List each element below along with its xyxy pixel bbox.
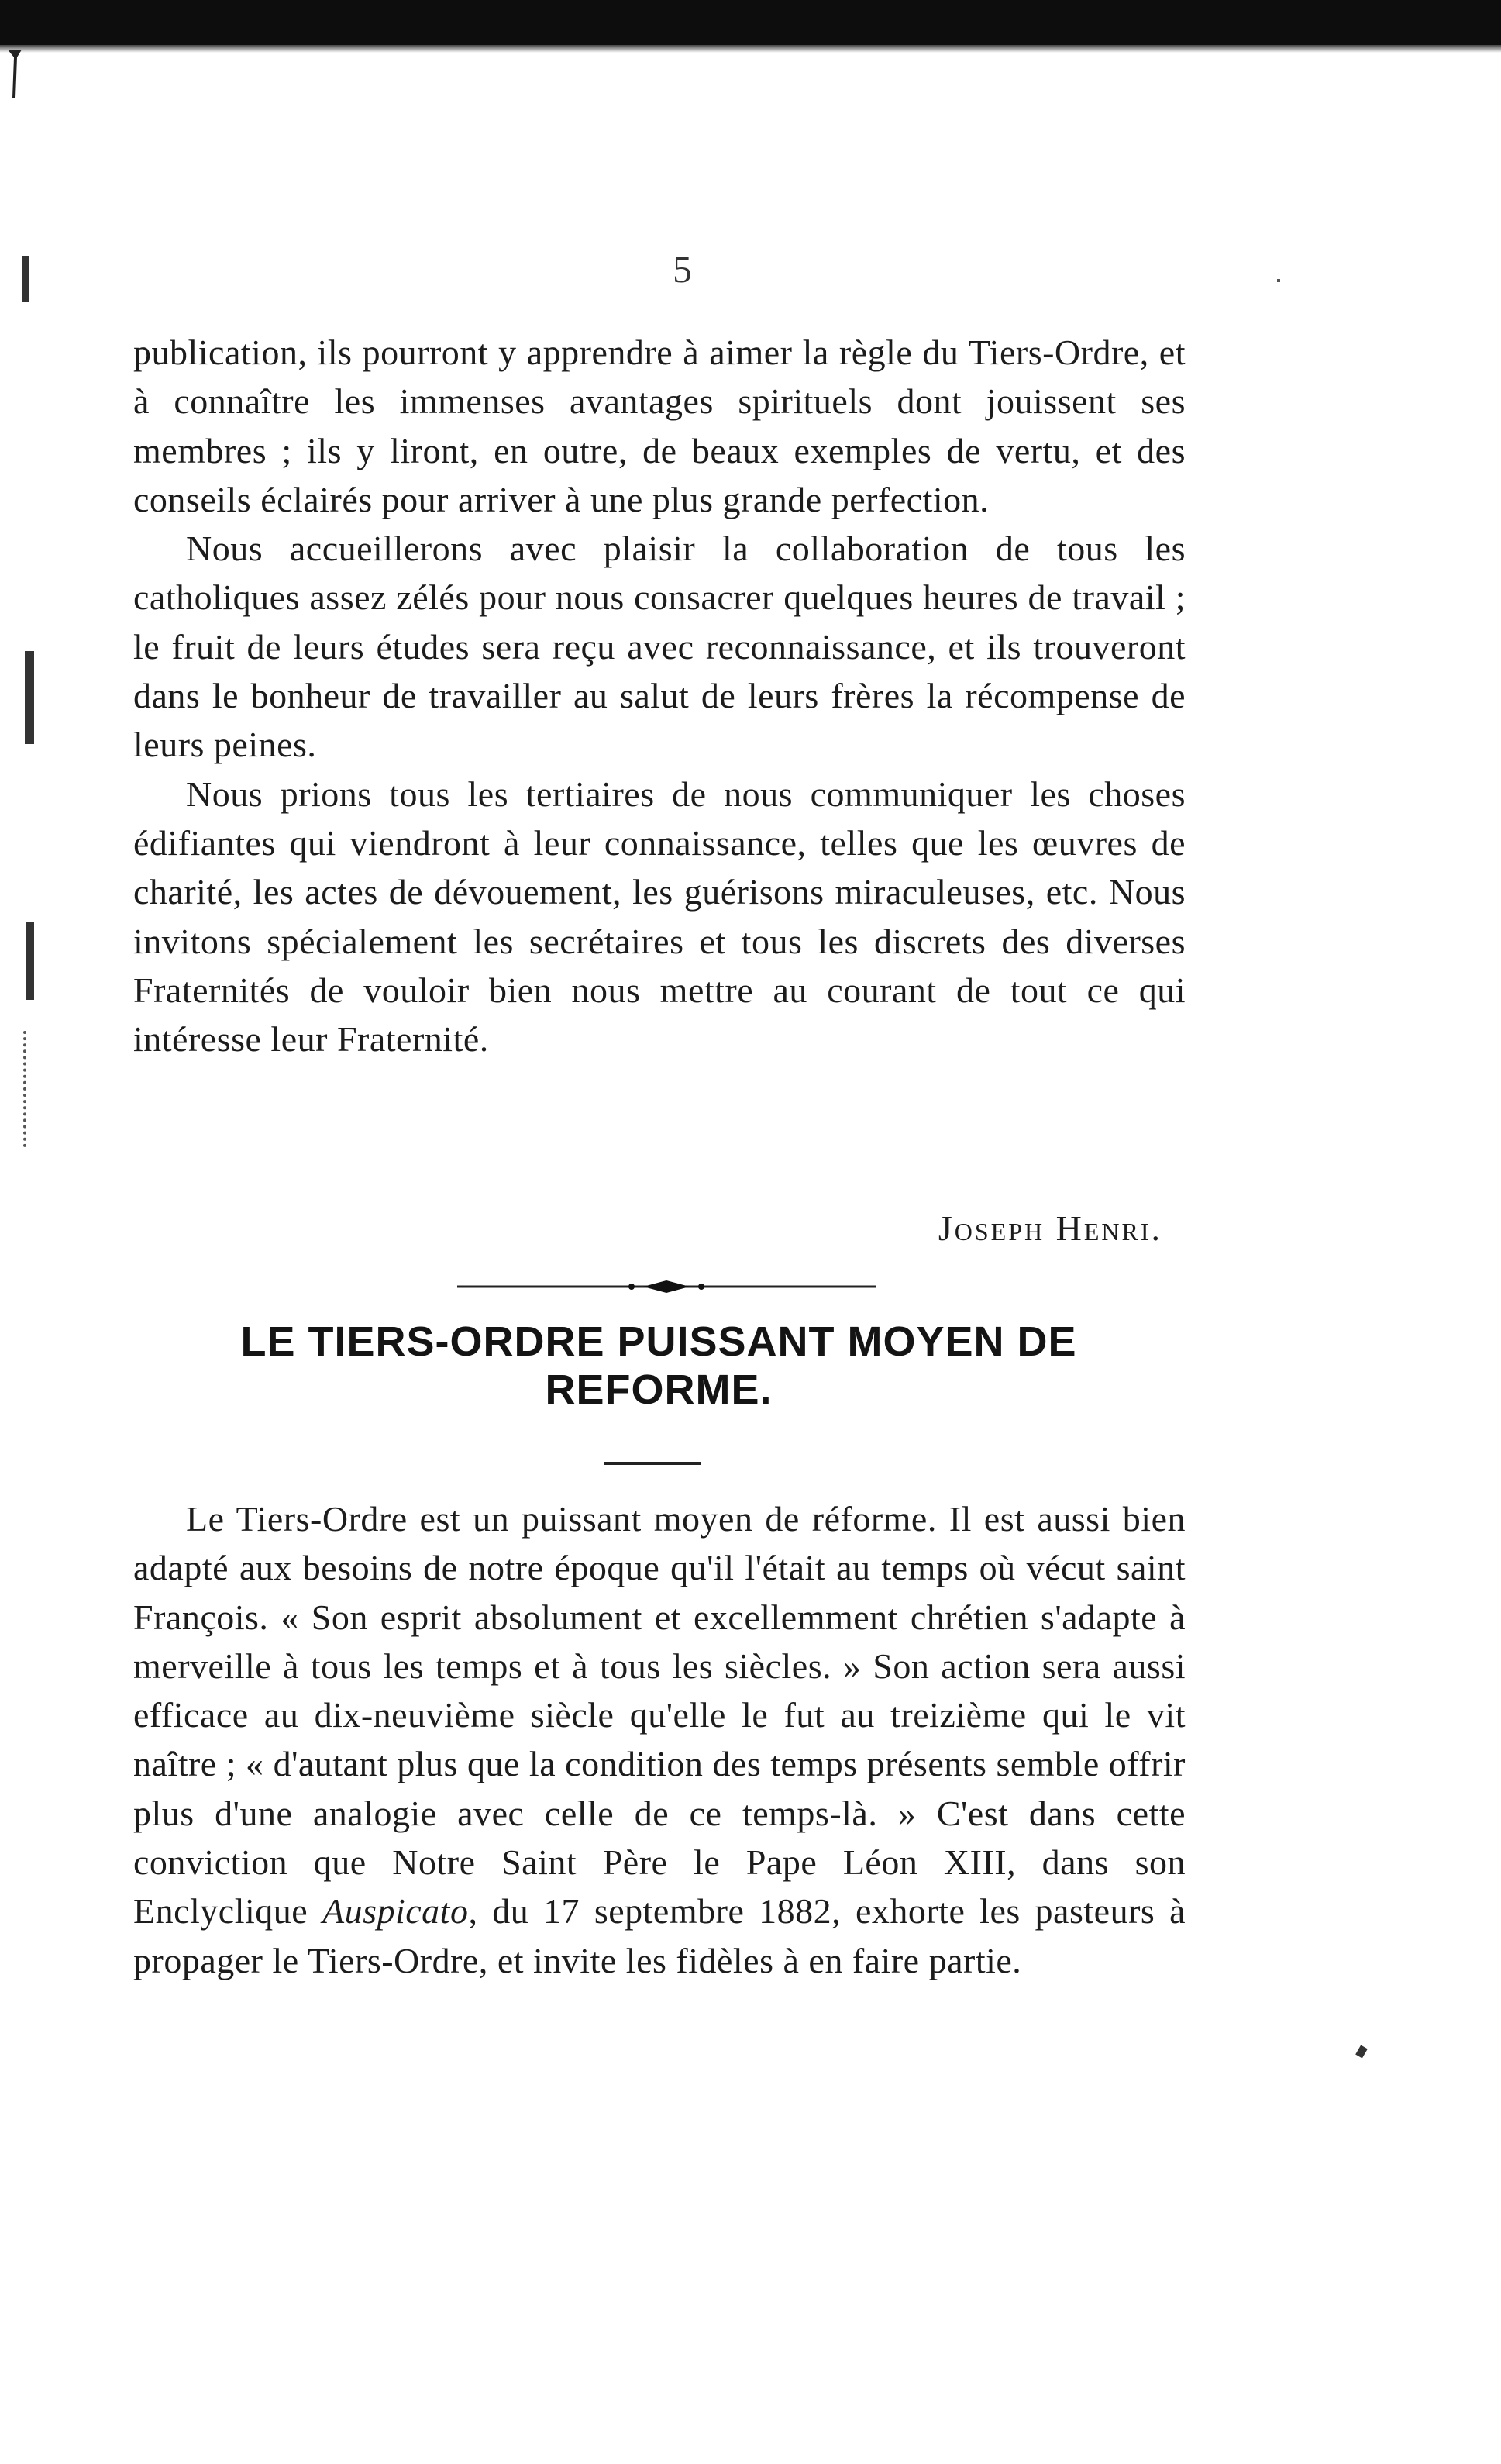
title-rule	[604, 1462, 701, 1465]
paragraph-publication: publication, ils pourront y apprendre à aimer la règle du Tiers-Ordre, et à connaître les immenses avantages spirituels dont jouissent ses membres ; ils y liront, en outre, de beaux exemples de vertu, et des conseils éclairés pour arriver à une plus grande perfection.	[133, 333, 1186, 519]
paragraph-reforme	[133, 1494, 1186, 1985]
paragraph-reforme-part-1: Le Tiers-Ordre est un puissant moyen de réforme. Il est aussi bien adapté aux besoins de notre époque qu'il l'était au temps où vécut saint François. « Son esprit absolument et excellemment chrétien s'adapte à merveille à tous les temps et à tous les siècles. » Son action sera aussi efficace au dix-neuvième siècle qu'elle le fut au treizième qui le vit naître ; « d'autant plus que la condition des temps présents semble offrir plus d'une analogie avec celle de ce temps-là. » C'est dans cette conviction que Notre Saint Père le Pape Léon XIII, dans son Enclyclique	[133, 1499, 1186, 1932]
paragraph-tertiaires: Nous prions tous les tertiaires de nous communiquer les choses édifiantes qui viendront à leur connaissance, telles que les œuvres de charité, les actes de dévouement, les guérisons miraculeuses, etc. Nous invitons spécialement les secrétaires et tous les discrets des diverses Fraternités de vouloir bien nous mettre au courant de tout ce qui intéresse leur Fraternité.	[133, 774, 1186, 1060]
encyclical-title: Auspicato	[322, 1891, 469, 1932]
scan-speck	[1355, 2045, 1368, 2058]
section-title	[116, 1318, 1201, 1414]
scan-top-border-edge	[0, 45, 1501, 53]
paragraph-collaboration: Nous accueillerons avec plaisir la collaboration de tous les catholiques assez zélés pour nous consacrer quelques heures de travail ; le fruit de leurs études sera reçu avec reconnaissance, et ils trouveront dans le bonheur de travailler au salut de leurs frères la récompense de leurs peines.	[133, 529, 1186, 765]
section-title-line-1: LE TIERS-ORDRE PUISSANT MOYEN DE	[240, 1318, 1077, 1365]
margin-dots	[23, 1031, 33, 1147]
margin-speck	[26, 922, 34, 1000]
body-text-section	[133, 1494, 1186, 1985]
ornamental-divider	[457, 1279, 876, 1294]
scan-corner-mark	[6, 47, 23, 101]
scan-top-border	[0, 0, 1501, 45]
signature: Joseph Henri.	[938, 1208, 1162, 1248]
scan-speck	[1277, 279, 1280, 282]
section-title-line-2: REFORME.	[545, 1366, 773, 1413]
margin-speck	[25, 651, 34, 744]
paragraph-reforme-part-2: , du 17 septembre 1882, exhorte les pasteurs à propager le Tiers-Ordre, et invite les fidèles à en faire partie.	[133, 1891, 1186, 1980]
page-number: 5	[673, 247, 692, 291]
margin-speck	[22, 256, 29, 302]
body-text-top	[133, 328, 1186, 1063]
